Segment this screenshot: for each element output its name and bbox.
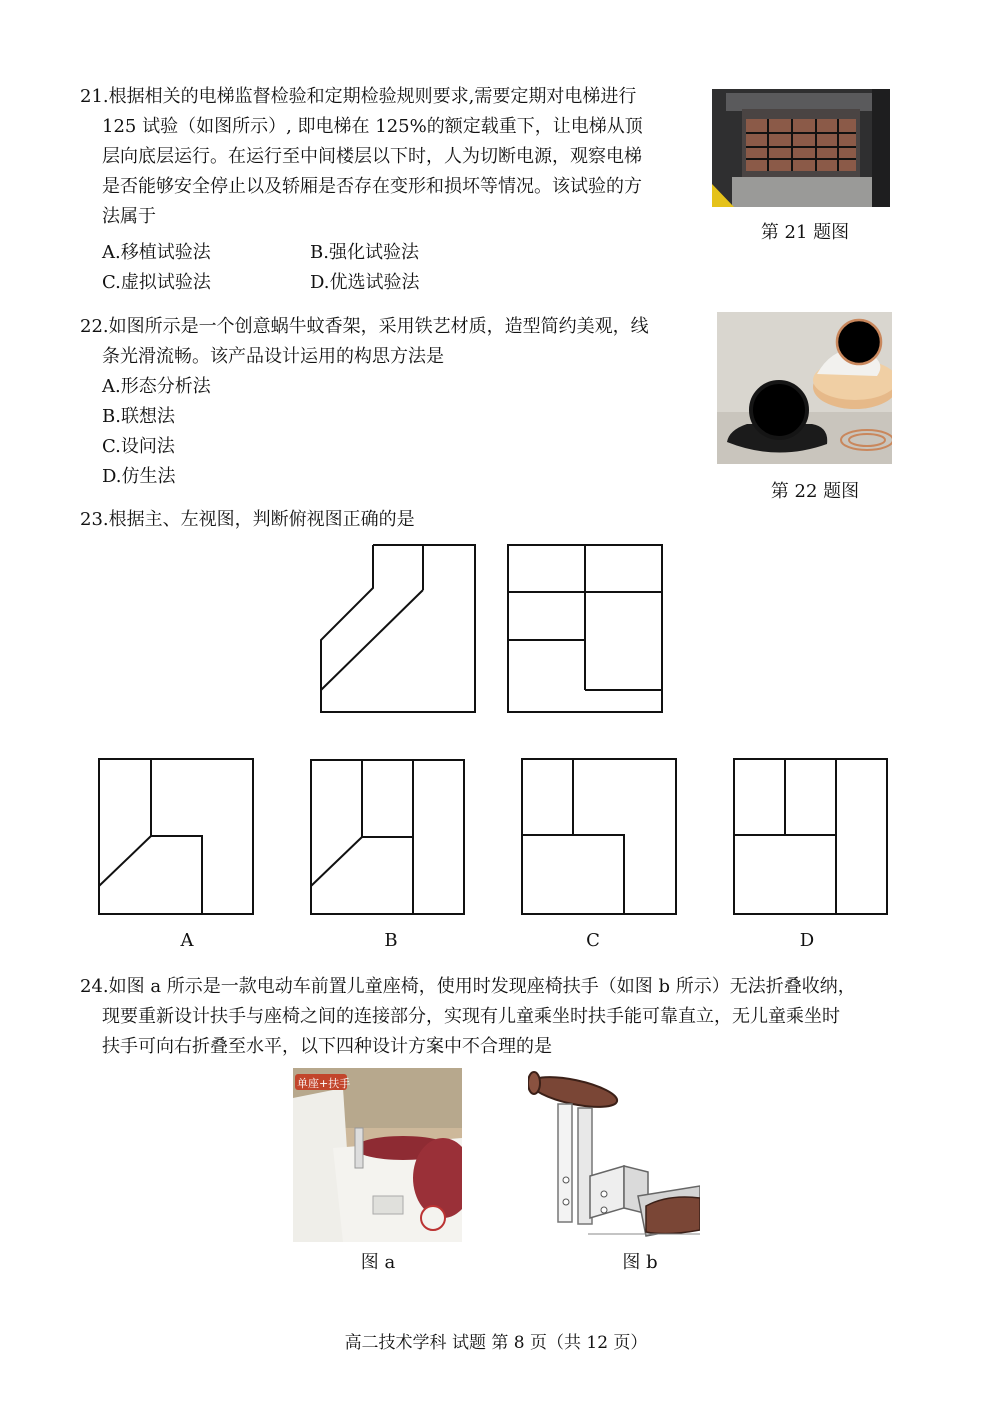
- option-d-drawing: [734, 759, 887, 914]
- option-a-drawing: [99, 759, 253, 914]
- figure-a-photo: [293, 1068, 462, 1242]
- q22-line: 条光滑流畅。该产品设计运用的构思方法是: [102, 346, 444, 367]
- choice-b-label: B: [384, 930, 398, 951]
- choice-a-label: A: [180, 930, 194, 951]
- q21-option-d: D.优选试验法: [310, 272, 420, 293]
- choice-d-label: D: [799, 930, 815, 951]
- q23-question: 23.根据主、左视图，判断俯视图正确的是: [80, 509, 415, 530]
- option-b-drawing: [311, 760, 464, 914]
- page-footer: 高二技术学科 试题 第 8 页（共 12 页）: [344, 1333, 648, 1353]
- q22-caption: 第 22 题图: [770, 481, 860, 502]
- q21-line: 层向底层运行。在运行至中间楼层以下时，人为切断电源，观察电梯: [102, 146, 642, 167]
- q21-line: 是否能够安全停止以及轿厢是否存在变形和损坏等情况。该试验的方: [102, 176, 642, 197]
- q21-line: 21.根据相关的电梯监督检验和定期检验规则要求,需要定期对电梯进行: [80, 86, 637, 107]
- q22-line: 22.如图所示是一个创意蜗牛蚊香架，采用铁艺材质，造型简约美观，线: [80, 316, 649, 337]
- q24-line: 现要重新设计扶手与座椅之间的连接部分，实现有儿童乘坐时扶手能可靠直立，无儿童乘坐时: [102, 1006, 840, 1027]
- q22-option-d: D.仿生法: [102, 466, 176, 487]
- figure-b-armrest: [528, 1068, 700, 1246]
- q22-option-a: A.形态分析法: [102, 376, 211, 397]
- q22-option-b: B.联想法: [102, 406, 175, 427]
- figure-a-caption: 图 a: [360, 1252, 396, 1273]
- q24-line: 扶手可向右折叠至水平，以下四种设计方案中不合理的是: [102, 1036, 552, 1057]
- option-c-drawing: [522, 759, 676, 914]
- left-view: [508, 545, 662, 712]
- q21-option-a: A.移植试验法: [102, 242, 211, 263]
- q21-option-b: B.强化试验法: [310, 242, 419, 263]
- photo-tag: 单座+扶手: [297, 1077, 351, 1090]
- front-view: [321, 545, 475, 712]
- q21-option-c: C.虚拟试验法: [102, 272, 211, 293]
- q21-line: 125 试验（如图所示）, 即电梯在 125%的额定载重下，让电梯从顶: [102, 116, 643, 137]
- q21-caption: 第 21 题图: [760, 222, 850, 243]
- q24-line: 24.如图 a 所示是一款电动车前置儿童座椅，使用时发现座椅扶手（如图 b 所示）无法折叠收纳，: [80, 976, 856, 997]
- q21-line: 法属于: [102, 206, 156, 227]
- q22-option-c: C.设问法: [102, 436, 175, 457]
- figure-b-caption: 图 b: [622, 1252, 658, 1273]
- choice-c-label: C: [586, 930, 600, 951]
